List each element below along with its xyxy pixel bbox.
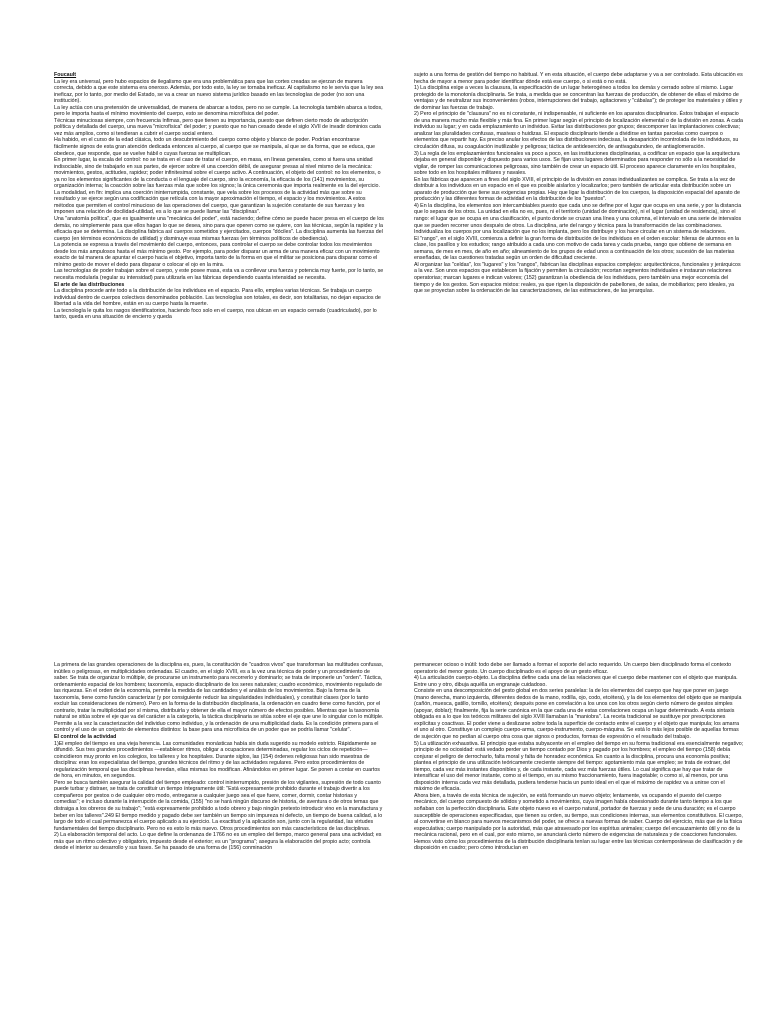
paragraph: 2) Pero el principio de "clausura" no es ni constante, ni indispensable, ni suficiente en los aparatos disciplinarios. Éstos trabajan el espacio de una manera mucho más flexible y más fina. En primer lugar según el principio de localización elemental o de la división en zonas. A cada individuo su lugar; y en cada emplazamiento un individuo. Evitar las distribuciones por grupos; descomponer las implantaciones colectivas; analizar las pluralidades confusas, masivas o huidizas. El espacio disciplinario tiende a dividirse en tantas parcelas como cuerpos o elementos que repartir hay. Es preciso anular los efectos de las distribuciones indecisas, la desaparición incontrolada de los individuos, su circulación difusa, su coagulación inutilizable y peligrosa; táctica de antideserción, de antivagabundeo, de antiaglomeración. — [414, 111, 743, 151]
paragraph: permanecer ocioso o inútil: todo debe ser llamado a formar el soporte del acto requerido. Un cuerpo bien disciplinado forma el contexto operatorio del menor gesto. Un cuerpo disciplinado es el apoyo de un gesto eficaz. — [414, 662, 732, 675]
paragraph: Las tecnologías de poder trabajan sobre el cuerpo, y este posee masa, esta va a conllevar una fuerza y potencia muy fuerte, por lo tanto, se necesita modularla (regular su intensidad) para utilizarla en las fábricas dependiendo cuanta intensidad se necesita. — [54, 268, 384, 281]
lower-right-column — [414, 662, 744, 1024]
section-heading: El control de la actividad — [54, 734, 117, 741]
paragraph: 3) La regla de los emplazamientos funcionales va poco a poco, en las instituciones disciplinarias, a codificar un espacio que la arquitectura dejaba en general disponible y dispuesto para varios usos. Se fijan unos lugares determinados para responder no sólo a la necesidad de vigilar, de romper las comunicaciones peligrosas, sino también de crear un espacio útil. El proceso aparece claramente en los hospitales, sobre todo en los hospitales militares y navales. — [414, 150, 740, 177]
paragraph: La disciplina procede ante todo a la distribución de los individuos en el espacio. Para ello, emplea varias técnicas. Se trabaja un cuerpo individual dentro de cuerpos colectivos denominados población. Las tecnologías son totales, es decir, son totalitarias, no dejan espacios de libertad a la vida del hombre, están en su cuerpo hasta la muerte. — [54, 288, 381, 308]
paragraph: sujeto a una forma de gestión del tiempo no habitual. Y en esta situación, el cuerpo debe adaptarse y va a ser controlado. Esta ubicación es hecha de mayor a menor para poder identificar dónde está ese cuerpo, o si está o no está. — [414, 72, 743, 85]
paragraph: En las fábricas que aparecen a fines del siglo XVIII, el principio de la división en zonas individualizantes se complica. Se trata a la vez de distribuir a los individuos en un espacio en el que es posible aislarlos y localizarlos; pero también de articular esta distribución sobre un aparato de producción que tiene sus exigencias propias. Hay que ligar la distribución de los cuerpos, la disposición espacial del aparato de producción y las diferentes formas de actividad en la distribución de los "puestos". — [414, 176, 740, 203]
document-heading: Foucault — [54, 72, 77, 78]
lower-document-page — [0, 520, 768, 1024]
paragraph: 1) La disciplina exige a veces la clausura, la especificación de un lugar heterogéneo a todos los demás y cerrado sobre sí mismo. Lugar protegido de la monotonía disciplinaria. Se trata, a medida que se concentran las fuerzas de producción, de obtener de ellas el máximo de ventajas y de neutralizar sus inconvenientes (robos, interrupciones del trabajo, agitaciones y "cábalas"); de proteger los materiales y útiles y de dominar las fuerzas de trabajo. — [414, 85, 743, 111]
paragraph: Técnicas minuciosas siempre, con frecuencia ínfimas, pero que tienen su importancia, puesto que definen cierto modo de adscripción política y detallada del cuerpo, una nueva "microfísica" del poder; y puesto que no han cesado desde el siglo XVII de invadir dominios cada vez más amplios, como si tendieran a cubrir el cuerpo social entero. — [54, 117, 381, 137]
paragraph: 4) La articulación cuerpo-objeto. La disciplina define cada una de las relaciones que el cuerpo debe mantener con el objeto que manipula. Entre uno y otro, dibuja aquélla un engranaje cuidadoso. — [414, 675, 738, 688]
upper-right-column — [414, 72, 744, 520]
paragraph: El "rango", en el siglo XVIII, comienza a definir la gran forma de distribución de los individuos en el orden escolar: hileras de alumnos en la clase, los pasillos y los estudios; rango atribuido a cada uno con motivo de cada tarea y cada prueba, rango que obtiene de semana en semana, de mes en mes, de año en año; alineamiento de los grupos de edad unos a continuación de los otros; sucesión de las materias enseñadas, de las cuestiones tratadas según un orden de dificultad creciente. — [414, 235, 739, 262]
paragraph: Consiste en una descomposición del gesto global en dos series paralelas: la de los elementos del cuerpo que hay que poner en juego (mano derecha, mano izquierda, diferentes dedos de la mano, rodilla, ojo, codo, etcétera), y la de los elementos del objeto que se manipula (cañón, muesca, gatillo, tornillo, etcétera); después pone en correlación a los unos con los otros según cierto número de gestos simples (apoyar, doblar); finalmente, fija la serie canónica en la que cada una de estas correlaciones ocupa un lugar determinado. A esta sintaxis obligada es a lo que los teóricos militares del siglo XVIII llamaban la "maniobra". La receta tradicional se sustituye por prescripciones explícitas y coactivas. El poder viene a deslizarse sobre toda la superficie de contacto entre el cuerpo y el objeto que manipula; los amarra el uno al otro. Constituye un complejo cuerpo-arma, cuerpo-instrumento, cuerpo-máquina. Se está lo más lejos posible de aquellas formas de sujeción que no pedían al cuerpo otra cosa que signos o productos, formas de expresión o el resultado del trabajo. — [414, 688, 742, 741]
paragraph: Ha habido, en el curso de la edad clásica, todo un descubrimiento del cuerpo como objeto y blanco de poder. Podrían encontrarse fácilmente signos de esta gran atención dedicada entonces al cuerpo, al cuerpo que se manipula, al que se da forma, que se educa, que obedece, que responde, que se vuelve hábil o cuyas fuerzas se multiplican. — [54, 137, 375, 157]
paragraph: Pero se busca también asegurar la calidad del tiempo empleado: control ininterrumpido, presión de los vigilantes, supresión de todo cuanto puede turbar y distraer, se trata de constituir un tiempo íntegramente útil: "Está expresamente prohibido durante el trabajo divertir a los compañeros por gestos o de cualquier otro modo, entregarse a cualquier juego sea el que fuere, comer, dormir, contar historias y comedias"; e incluso durante la interrupción de la comida, (155) "no se hará ningún discurso de historia, de aventura o de otros temas que distraiga a los obreros de su trabajo"; "está expresamente prohibido a todo obrero y bajo ningún pretexto introducir vino en la manufactura y beber en los talleres".249 El tiempo medido y pagado debe ser también un tiempo sin impureza ni defecto, un tiempo de buena calidad, a lo largo de todo el cual permanezca el cuerpo aplicado a su ejercicio. La exactitud y la aplicación son, junto con la regularidad, las virtudes fundamentales del tiempo disciplinario. Pero no es esto lo más nuevo. Otros procedimientos son más característicos de las disciplinas. — [54, 779, 383, 832]
section-heading: El arte de las distribuciones — [54, 281, 125, 288]
paragraph: En primer lugar, la escala del control: no se trata en el caso de tratar el cuerpo, en masa, en líneas generales, como si fuera una unidad indisociable, sino de trabajarlo en sus partes, de ejercer sobre él una coerción débil, de asegurar presas al nivel mismo de la mecánica: movimientos, gestos, actitudes, rapidez; poder infinitesimal sobre el cuerpo activo. A continuación, el objeto del control: no los elementos, o ya no los elementos significantes de la conducta o el lenguaje del cuerpo, sino la economía, la eficacia de los (141) movimientos, su organización interna; la coacción sobre las fuerzas más que sobre los signos; la única ceremonia que importa realmente es la del ejercicio. La modalidad, en fin: implica una coerción ininterrumpida, constante, que vela sobre los procesos de la actividad más que sobre su resultado y se ejerce según una codificación que retícula con la mayor aproximación el tiempo, el espacio y los movimientos. A estos métodos que permiten el control minucioso de las operaciones del cuerpo, que garantizan la sujeción constante de sus fuerzas y les imponen una relación de docilidad-utilidad, es a lo que se puede llamar las "disciplinas". — [54, 157, 381, 216]
paragraph: La ley actúa con una pretensión de universalidad, de manera de abarcar a todos, pero no se cumple. La tecnología también abarca a todos, pero le importa hasta el mínimo movimiento del cuerpo, esto se denomina microfísica del poder. — [54, 104, 383, 118]
paragraph: Hemos visto cómo los procedimientos de la distribución disciplinaria tenían su lugar entre las técnicas contemporáneas de clasificación y de disposición en cuadro; pero cómo introducían en — [414, 838, 743, 852]
paragraph: Ahora bien, a través de esta técnica de sujeción, se está formando un nuevo objeto; lentamente, va ocupando el puesto del cuerpo mecánico, del cuerpo compuesto de sólidos y sometido a movimientos, cuya imagen había obsesionado durante tanto tiempo a los que soñaban con la perfección disciplinaria. Este objeto nuevo es el cuerpo natural, portador de fuerzas y sede de una duración; es el cuerpo susceptible de operaciones especificadas, que tienen su orden, su tiempo, sus condiciones internas, sus elementos constitutivos. El cuerpo, al convertirse en blanco para nuevos mecanismos del poder, se ofrece a nuevas formas de saber. Cuerpo del ejercicio, más que de la física especulativa; cuerpo manipulado por la autoridad, más que atravesado por los espíritus animales; cuerpo del encauzamiento útil y no de la mecánica racional, pero en el cual, por esto mismo, se anunciará cierto número de exigencias de naturaleza y de coacciones funcionales. — [414, 792, 743, 839]
paragraph: La potencia se expresa a través del movimiento del cuerpo, entonces, para controlar el cuerpo se debe controlar todos los movimientos desde los más ampulosos hasta el más mínimo gesto. Por ejemplo, para poder disparar un arma de una manera eficaz con un movimiento exacto de tal manera de apuntar el cuerpo hacia el objetivo, importa tanto de la forma en que el militar se posiciona para disparar como el mínimo gesto de mover el dedo para disparar o colocar el ojo en la mira. — [54, 242, 380, 268]
paragraph: Una "anatomía política", que es igualmente una "mecánica del poder", está naciendo; define cómo se puede hacer presa en el cuerpo de los demás, no simplemente para que ellos hagan lo que se desea, sino para que operen como se quiere, con las técnicas, según la rapidez y la eficacia que se determina. La disciplina fabrica así cuerpos sometidos y ejercitados, cuerpos "dóciles". La disciplina aumenta las fuerzas del cuerpo (en términos económicos de utilidad) y disminuye esas mismas fuerzas (en términos políticos de obediencia). — [54, 216, 384, 242]
paragraph: 4) En la disciplina, los elementos son intercambiables puesto que cada uno se define por el lugar que ocupa en una serie, y por la distancia que lo separa de los otros. La unidad en ella no es, pues, ni el territorio (unidad de dominación), ni el lugar (unidad de residencia), sino el rango: el lugar que se ocupa en una clasificación, el punto donde se cruzan una línea y una columna, el intervalo en una serie de intervalos que se pueden recorrer unos después de otros. La disciplina, arte del rango y técnica para la transformación de las combinaciones. Individualiza los cuerpos por una localización que no los implanta, pero los distribuye y los hace circular en un sistema de relaciones. — [414, 202, 742, 236]
paragraph: 5) La utilización exhaustiva. El principio que estaba subyacente en el empleo del tiempo en su forma tradicional era esencialmente negativo; principio de no ociosidad: está vedado perder un tiempo contado por Dios y pagado por los hombres; el empleo del tiempo (158) debía conjurar el peligro de derrocharlo, falta moral y falta de honradez económica. En cuanto a la disciplina, procura una economía positiva; plantea el principio de una utilización teóricamente creciente siempre del tiempo: agotamiento más que empleo; se trata de extraer, del tiempo, cada vez más instantes disponibles y, de cada instante, cada vez más fuerzas útiles. Lo cual significa que hay que tratar de intensificar el uso del menor instante, como si el tiempo, en su mismo fraccionamiento, fuera inagotable; o como si, al menos, por una disposición interna cada vez más detallada, pudiera tenderse hacia un punto ideal en el que el máximo de rapidez va a unirse con el máximo de eficacia. — [414, 740, 744, 793]
paragraph: 2) La elaboración temporal del acto. Lo que define la ordenanza de 1766 no es un empleo del tiempo, marco general para una actividad; es más que un ritmo colectivo y obligatorio, impuesto desde el exterior; es un "programa"; asegura la elaboración del propio acto; controla desde el interior su desarrollo y sus fases. Se ha pasado de una forma de (156) conminación — [54, 832, 382, 852]
paragraph: La ley era universal, pero hubo espacios de ilegalismo que era una problemática para que las cortes creadas se ejerzan de manera correcta, debido a que este sistema era oneroso. Además, por todo esto, la ley se tornaba ineficaz. Al capitalismo no le servía que la ley sea ineficaz, por lo tanto, por medio del Estado, se va a crear un nuevo sistema jurídico basado en las tecnologías de poder (no son una institución). — [54, 78, 384, 105]
lower-left-column — [54, 662, 384, 1024]
paragraph: La primera de las grandes operaciones de la disciplina es, pues, la constitución de "cuadros vivos" que transforman las multitudes confusas, inútiles o peligrosas, en multiplicidades ordenadas. El cuadro, en el siglo XVIII, es a la vez una técnica de poder y un procedimiento de saber. Se trata de organizar lo múltiple, de procurarse un instrumento para recorrerlo y dominarlo; se trata de imponerle un "orden". Táctica, ordenamiento espacial de los hombres; taxonomía, espacio disciplinario de los seres naturales; cuadro económico, movimiento regulado de las riquezas. En el orden de la economía, permite la medida de las cantidades y el análisis de los movimientos. Bajo la forma de la taxonomía, tiene como función caracterizar (y por consiguiente reducir las singularidades individuales), y constituir clases (por lo tanto excluir las consideraciones de número). Pero en la forma de la distribución disciplinaria, la ordenación en cuadro tiene como función, por el contrario, tratar la multiplicidad por sí misma, distribuirla y obtener de ella el mayor número de efectos posibles. Mientras que la taxonomía natural se sitúa sobre el eje que va del carácter a la categoría, la táctica disciplinaria se sitúa sobre el eje que une lo singular con lo múltiple. Permite a la vez la caracterización del individuo como individuo, y la ordenación de una multiplicidad dada. Es la condición primera para el control y el uso de un conjunto de elementos distintos: la base para una microfísica de un poder que se podría llamar "celular". — [54, 662, 384, 734]
paragraph: La tecnología le quita los rasgos identificatorios, haciendo foco solo en el cuerpo, nos ubican en un espacio cerrado (cuadriculado), por lo tanto, queda en una situación de encierro y queda — [54, 307, 377, 321]
paragraph: Al organizar las "celdas", los "lugares" y los "rangos", fabrican las disciplinas espacios complejos: arquitectónicos, funcionales y jerárquicos a la vez. Son unos espacios que establecen la fijación y permiten la circulación; recortan segmentos individuales e instauran relaciones operatorias; marcan lugares e indican valores; (152) garantizan la obediencia de los individuos, pero también una mejor economía del tiempo y de los gestos. Son espacios mixtos: reales, ya que rigen la disposición de pabellones, de salas, de mobiliarios; pero ideales, ya que se proyectan sobre la ordenación de las caracterizaciones, de las estimaciones, de las jerarquías. — [414, 261, 741, 295]
upper-left-column — [54, 72, 384, 520]
paragraph: 1)El empleo del tiempo es una vieja herencia. Las comunidades monásticas había sin duda sugerido su modelo estricto. Rápidamente se difundió. Sus tres grandes procedimientos —establecer ritmos, obligar a ocupaciones determinadas, regular los ciclos de repetición— coincidieron muy pronto en los colegios, los talleres y los hospitales. Durante siglos, las (154) órdenes religiosas han sido maestras de disciplina: eran los especialistas del tiempo, grandes técnicos del ritmo y de las actividades regulares. Pero estos procedimientos de regularización temporal que las disciplinas heredan, ellas mismas los modifican. Afinándolos en primer lugar. Se ponen a contar en cuartos de hora, en minutos, en segundos. — [54, 740, 380, 780]
